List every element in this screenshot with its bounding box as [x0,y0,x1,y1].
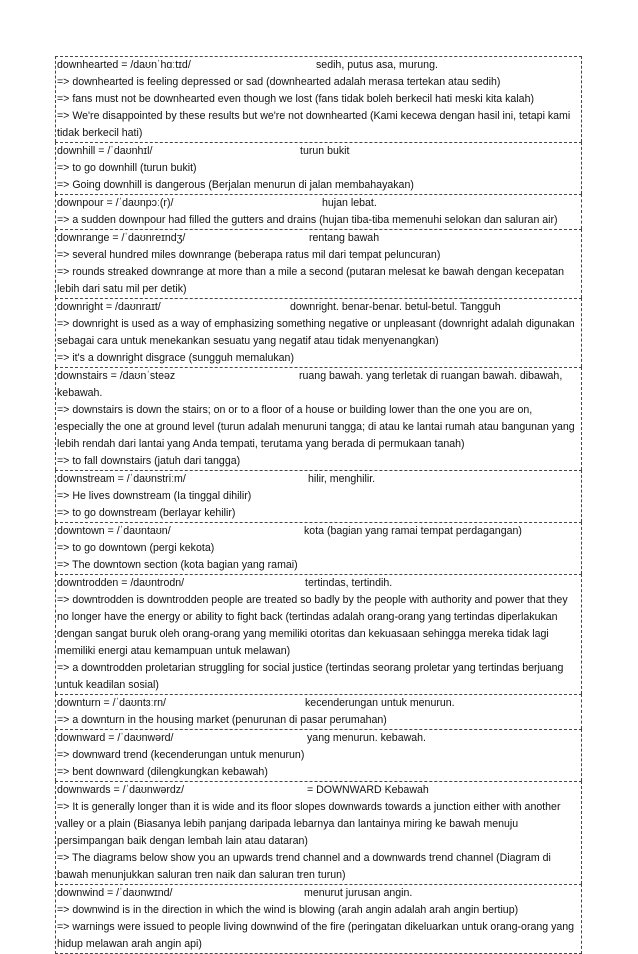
entry-headline [57,195,580,212]
entry-headline [57,885,580,902]
entry-downtown [55,522,582,574]
example-line: => downtrodden is downtrodden people are treated so badly by the people with authority and power that they no longer have the energy or ability to fight back (tertindas adalah orang-orang yang tertindas diperlakukan dengan sangat buruk oleh orang-orang yang memiliki otoritas dan kekuasaan sehingga mereka tidak lagi memiliki energi atau kemampuan untuk melawan) [57,594,568,657]
entry-term: downwards = /ˈdaʊnwərdz/ [57,784,185,796]
entry-downwards [55,781,582,884]
entry-headline [57,730,580,747]
entry-headline [57,230,580,247]
entry-downpour [55,194,582,229]
entry-meaning: ruang bawah. yang terletak di ruangan bawah. dibawah, kebawah. [57,370,563,399]
example-line: => It is generally longer than it is wide and its floor slopes downwards towards a junction either with another valley or a plain (Biasanya lebih panjang daripada lebarnya dan lantainya miring ke bawah menuju persimpangan baik dengan lembah lain atau dataran) [57,801,561,847]
example-line: => downright is used as a way of emphasizing something negative or unpleasant (downright adalah digunakan sebagai cara untuk menekankan sesuatu yang negatif atau tidak menyenangkan) [57,318,575,347]
example-line: => He lives downstream (Ia tinggal dihilir) [57,490,252,502]
entry-term: downpour = /ˈdaʊnpɔː(r)/ [57,197,174,209]
entry-term: downturn = /ˈdaʊntɜːrn/ [57,697,166,709]
example-line: => bent downward (dilengkungkan kebawah) [57,766,268,778]
entry-headline [57,57,580,74]
entry-headline [57,575,580,592]
example-line: => downward trend (kecenderungan untuk menurun) [57,749,305,761]
entry-meaning: hujan lebat. [322,197,377,209]
entry-downwind [55,884,582,954]
example-line: => a downtrodden proletarian struggling for social justice (tertindas seorang proletar yang tertindas berjuang untuk keadilan sosial) [57,662,564,691]
example-line: => rounds streaked downrange at more than a mile a second (putaran melesat ke bawah dengan kecepatan lebih dari satu mil per detik) [57,266,565,295]
entry-meaning: downright. benar-benar. betul-betul. Tangguh [290,301,501,313]
entry-meaning: yang menurun. kebawah. [307,732,426,744]
entry-meaning: turun bukit [300,145,350,157]
entry-headline [57,299,580,316]
example-line: => to fall downstairs (jatuh dari tangga) [57,455,241,467]
example-line: => it's a downright disgrace (sungguh memalukan) [57,352,294,364]
entry-meaning: = DOWNWARD Kebawah [307,784,429,796]
example-line: => downwind is in the direction in which the wind is blowing (arah angin adalah arah angin bertiup) [57,904,519,916]
entry-term: downhearted = /daʊnˈhɑːtɪd/ [57,59,191,71]
entry-term: downhill = /ˈdaʊnhɪl/ [57,145,153,157]
example-line: => a sudden downpour had filled the gutters and drains (hujan tiba-tiba memenuhi selokan dan saluran air) [57,214,558,226]
example-line: => fans must not be downhearted even though we lost (fans tidak boleh berkecil hati meski kita kalah) [57,93,534,105]
example-line: => downstairs is down the stairs; on or to a floor of a house or building lower than the one you are on, especially the one at ground level (turun adalah menuruni tangga; di atau ke lantai rumah atau bangunan yang lebih rendah dari lantai yang Anda tempati, terutama yang berada di permukaan tanah) [57,404,575,450]
entry-meaning: rentang bawah [309,232,380,244]
entry-term: downward = /ˈdaʊnwərd/ [57,732,174,744]
example-line: => several hundred miles downrange (beberapa ratus mil dari tempat peluncuran) [57,249,441,261]
entry-term: downwind = /ˈdaʊnwɪnd/ [57,887,173,899]
example-line: => The downtown section (kota bagian yang ramai) [57,559,298,571]
entry-headline [57,143,580,160]
entry-headline [57,523,580,540]
entry-meaning: hilir, menghilir. [308,473,376,485]
entry-downstairs [55,367,582,470]
entry-term: downtown = /ˈdaʊntaʊn/ [57,525,171,537]
entry-headline [57,368,580,402]
example-line: => a downturn in the housing market (penurunan di pasar perumahan) [57,714,387,726]
entry-headline [57,782,580,799]
example-line: => The diagrams below show you an upwards trend channel and a downwards trend channel (Diagram di bawah menunjukkan saluran tren naik dan saluran tren turun) [57,852,551,881]
entry-headline [57,695,580,712]
entry-term: downrange = /ˈdaʊnreɪndʒ/ [57,232,186,244]
entry-downward [55,729,582,781]
example-line: => to go downtown (pergi kekota) [57,542,215,554]
example-line: => downhearted is feeling depressed or sad (downhearted adalah merasa tertekan atau sedih) [57,76,501,88]
entry-downstream [55,470,582,522]
entry-downright [55,298,582,367]
entry-downhill [55,142,582,194]
entry-term: downstairs = /daʊnˈsteəz [57,370,176,382]
entry-meaning: tertindas, tertindih. [305,577,393,589]
entry-headline [57,471,580,488]
entry-meaning: menurut jurusan angin. [304,887,413,899]
entry-term: downstream = /ˈdaʊnstriːm/ [57,473,186,485]
example-line: => warnings were issued to people living downwind of the fire (peringatan dikeluarkan untuk orang-orang yang hidup melawan arah angin api) [57,921,575,950]
entry-meaning: kecenderungan untuk menurun. [305,697,455,709]
entry-term: downright = /daʊnraɪt/ [57,301,161,313]
entry-term: downtrodden = /daʊntrodn/ [57,577,185,589]
example-line: => We're disappointed by these results but we're not downhearted (Kami kecewa dengan hasil ini, tetapi kami tidak berkecil hati) [57,110,571,139]
entry-downhearted [55,56,582,142]
entry-downturn [55,694,582,729]
example-line: => to go downhill (turun bukit) [57,162,197,174]
example-line: => to go downstream (berlayar kehilir) [57,507,236,519]
entry-downrange [55,229,582,298]
entry-downtrodden [55,574,582,694]
dictionary-page [55,56,582,954]
entry-meaning: kota (bagian yang ramai tempat perdagangan) [304,525,522,537]
entry-meaning: sedih, putus asa, murung. [316,59,438,71]
example-line: => Going downhill is dangerous (Berjalan menurun di jalan membahayakan) [57,179,414,191]
